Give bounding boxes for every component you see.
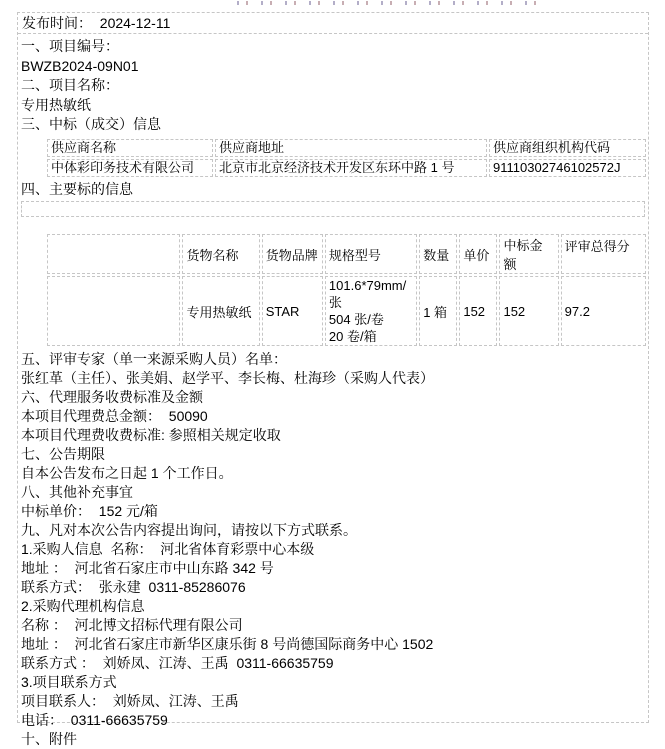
award-unit-price: 中标单价： 152 元/箱 [21, 503, 158, 519]
purchaser-contact: 联系方式： 张永建 0311-85286076 [21, 579, 246, 595]
review-score: 97.2 [561, 276, 646, 346]
spec-line: 20 卷/箱 [328, 329, 377, 344]
project-name: 专用热敏纸 [21, 96, 91, 113]
spec-line: 101.6*79mm/张 [328, 278, 407, 310]
quantity: 1 箱 [419, 276, 457, 346]
col-unit-price: 单价 [459, 234, 497, 274]
col-supplier-name: 供应商名称 [47, 139, 213, 157]
project-number: BWZB2024-09N01 [21, 57, 139, 74]
supplier-name: 中体彩印务技术有限公司 [47, 159, 213, 177]
goods-name: 专用热敏纸 [182, 276, 259, 346]
announcement-period: 自本公告发布之日起 1 个工作日。 [21, 465, 233, 481]
goods-brand: STAR [262, 276, 323, 346]
spec-line: 504 张/卷 [328, 312, 384, 327]
col-review-score: 评审总得分 [561, 234, 646, 274]
blank-cell [47, 276, 180, 346]
col-quantity: 数量 [419, 234, 457, 274]
table-header-row [47, 139, 646, 157]
section10-heading: 十、附件 [21, 731, 77, 747]
table-header-row [47, 234, 646, 274]
document-body [18, 34, 648, 749]
supplier-org-code: 91110302746102572J [489, 159, 646, 177]
section8-heading: 八、其他补充事宜 [21, 484, 133, 500]
agency-contact: 联系方式 ： 刘娇凤、江涛、王禹 0311-66635759 [21, 655, 334, 671]
section5-heading: 五、评审专家（单一来源采购人员）名单： [21, 351, 287, 367]
section4-heading: 四、主要标的信息 [21, 180, 133, 197]
project-contact-phone: 电话： 0311-66635759 [21, 712, 168, 728]
supplier-table [45, 137, 648, 179]
unit-price: 152 [459, 276, 497, 346]
col-goods-brand: 货物品牌 [262, 234, 323, 274]
section2-heading: 二、项目名称： [21, 77, 119, 93]
spec-model [325, 276, 417, 346]
col-supplier-address: 供应商地址 [215, 139, 487, 157]
agency-address: 地址 ： 河北省石家庄市新华区康乐街 8 号尚德国际商务中心 1502 [21, 636, 434, 652]
supplier-address: 北京市北京经济技术开发区东环中路 1 号 [215, 159, 487, 177]
agency-name: 名称 ： 河北博文招标代理有限公司 [21, 617, 243, 633]
empty-table-row [21, 201, 645, 217]
purchaser-address: 地址 ： 河北省石家庄市中山东路 342 号 [21, 560, 274, 576]
purchaser-info: 1.采购人信息 名称： 河北省体育彩票中心本级 [21, 541, 315, 557]
publish-time: 发布时间： 2024-12-11 [18, 13, 648, 34]
expert-names: 张红革（主任）、张美娟、赵学平、李长梅、杜海珍（采购人代表） [21, 370, 434, 386]
col-spec-model: 规格型号 [325, 234, 417, 274]
agency-fee-total: 本项目代理费总金额： 50090 [21, 408, 208, 424]
goods-table [45, 232, 648, 348]
agency-fee-standard: 本项目代理费收费标准: 参照相关规定收取 [21, 427, 281, 443]
award-amount: 152 [499, 276, 558, 346]
section9-heading: 九、凡对本次公告内容提出询问，请按以下方式联系。 [21, 522, 357, 538]
section3-heading: 三、中标（成交）信息 [21, 116, 161, 132]
section7-heading: 七、公告期限 [21, 446, 105, 462]
col-award-amount: 中标金额 [499, 234, 558, 274]
announcement-document [17, 12, 649, 747]
col-blank [47, 234, 180, 274]
section1-heading: 一、项目编号： [21, 38, 119, 54]
project-contact-names: 项目联系人： 刘娇凤、江涛、王禹 [21, 693, 239, 709]
table-row [47, 159, 646, 177]
col-supplier-org-code: 供应商组织机构代码 [489, 139, 646, 157]
project-contact-heading: 3.项目联系方式 [21, 674, 117, 690]
clipped-title-remnant [237, 1, 545, 5]
section6-heading: 六、代理服务收费标准及金额 [21, 389, 203, 405]
col-goods-name: 货物名称 [182, 234, 259, 274]
agency-info-heading: 2.采购代理机构信息 [21, 598, 145, 614]
table-row [47, 276, 646, 346]
